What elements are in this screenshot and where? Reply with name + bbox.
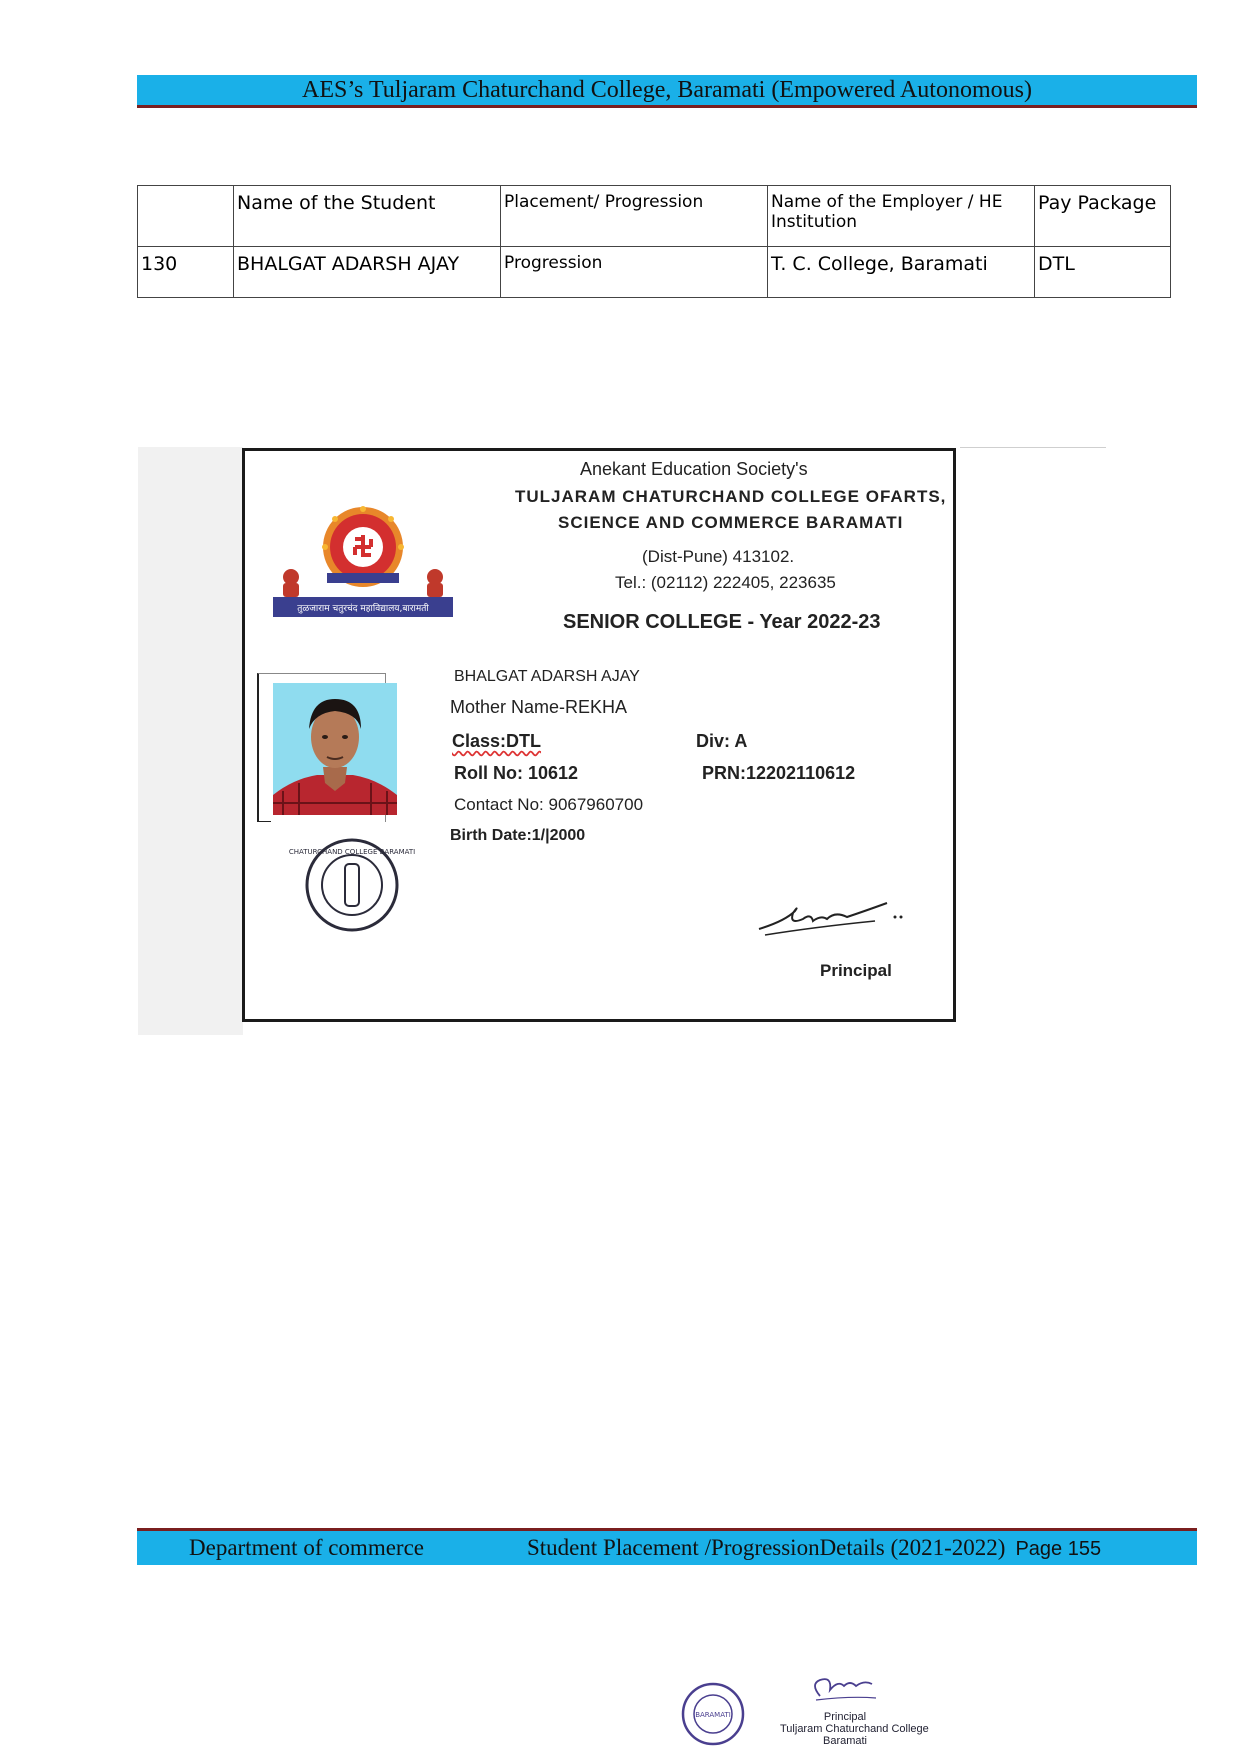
table-row (138, 247, 1171, 298)
college-seal-icon (288, 836, 416, 934)
bottom-principal-place: Baramati (822, 1735, 868, 1747)
bottom-signature-icon (780, 1676, 910, 1706)
table-cell-employer: T. C. College, Baramati (768, 247, 1035, 298)
id-card (242, 448, 956, 1022)
card-student-name: BHALGAT ADARSH AJAY (454, 668, 640, 685)
placement-table (137, 185, 1171, 298)
student-photo-icon (273, 683, 397, 815)
footer-title-wrap (527, 1531, 1101, 1566)
footer-title: Student Placement /ProgressionDetails (2021-2022) (527, 1535, 1006, 1560)
card-prn: PRN:12202110612 (702, 763, 856, 783)
table-header-employer: Name of the Employer / HE Institution (768, 186, 1035, 247)
table-cell-pay: DTL (1035, 247, 1171, 298)
bottom-principal-title: Principal (823, 1711, 867, 1723)
bottom-principal-stamp (780, 1676, 929, 1754)
card-birth-date: Birth Date:1/|2000 (450, 827, 586, 844)
page-header (137, 75, 1197, 108)
card-dist: (Dist-Pune) 413102. (642, 547, 795, 566)
page-footer (137, 1528, 1197, 1565)
photo-frame-corner (257, 821, 271, 822)
card-contact: Contact No: 9067960700 (454, 795, 644, 814)
principal-signature-icon (755, 891, 905, 941)
bottom-seal-icon (680, 1681, 746, 1747)
footer-department: Department of commerce (189, 1535, 424, 1560)
table-cell-serial: 130 (138, 247, 234, 298)
page-header-title: AES’s Tuljaram Chaturchand College, Baramati (Empowered Autonomous) (302, 77, 1032, 103)
card-college-line2: SCIENCE AND COMMERCE BARAMATI (558, 513, 904, 532)
card-div: Div: A (696, 731, 748, 751)
card-tel: Tel.: (02112) 222405, 223635 (615, 573, 836, 592)
table-header-serial (138, 186, 234, 247)
table-header-student: Name of the Student (234, 186, 501, 247)
table-cell-placement: Progression (501, 247, 768, 298)
college-logo-icon (273, 503, 453, 621)
seal-caption: CHATURCHAND COLLEGE BARAMATI (288, 848, 416, 856)
card-principal-label: Principal (820, 961, 892, 980)
card-mother-name: Mother Name-REKHA (450, 697, 628, 717)
card-session: SENIOR COLLEGE - Year 2022-23 (563, 611, 881, 633)
table-header-row (138, 186, 1171, 247)
table-header-placement: Placement/ Progression (501, 186, 768, 247)
logo-caption: तुळजाराम चतुरचंद महाविद्यालय,बारामती (297, 604, 429, 614)
footer-page-number: Page 155 (1015, 1538, 1102, 1560)
table-header-pay: Pay Package (1035, 186, 1171, 247)
card-class: Class:DTL (452, 731, 542, 751)
bottom-principal-college: Tuljaram Chaturchand College (780, 1723, 929, 1735)
card-divider (960, 447, 1106, 448)
card-college-line1: TULJARAM CHATURCHAND COLLEGE OFARTS, (515, 487, 947, 506)
card-society: Anekant Education Society's (580, 459, 808, 479)
bottom-seal-caption: BARAMATI (695, 1711, 731, 1719)
table-cell-student: BHALGAT ADARSH AJAY (234, 247, 501, 298)
card-roll-no: Roll No: 10612 (454, 763, 579, 783)
card-backdrop (138, 447, 243, 1035)
